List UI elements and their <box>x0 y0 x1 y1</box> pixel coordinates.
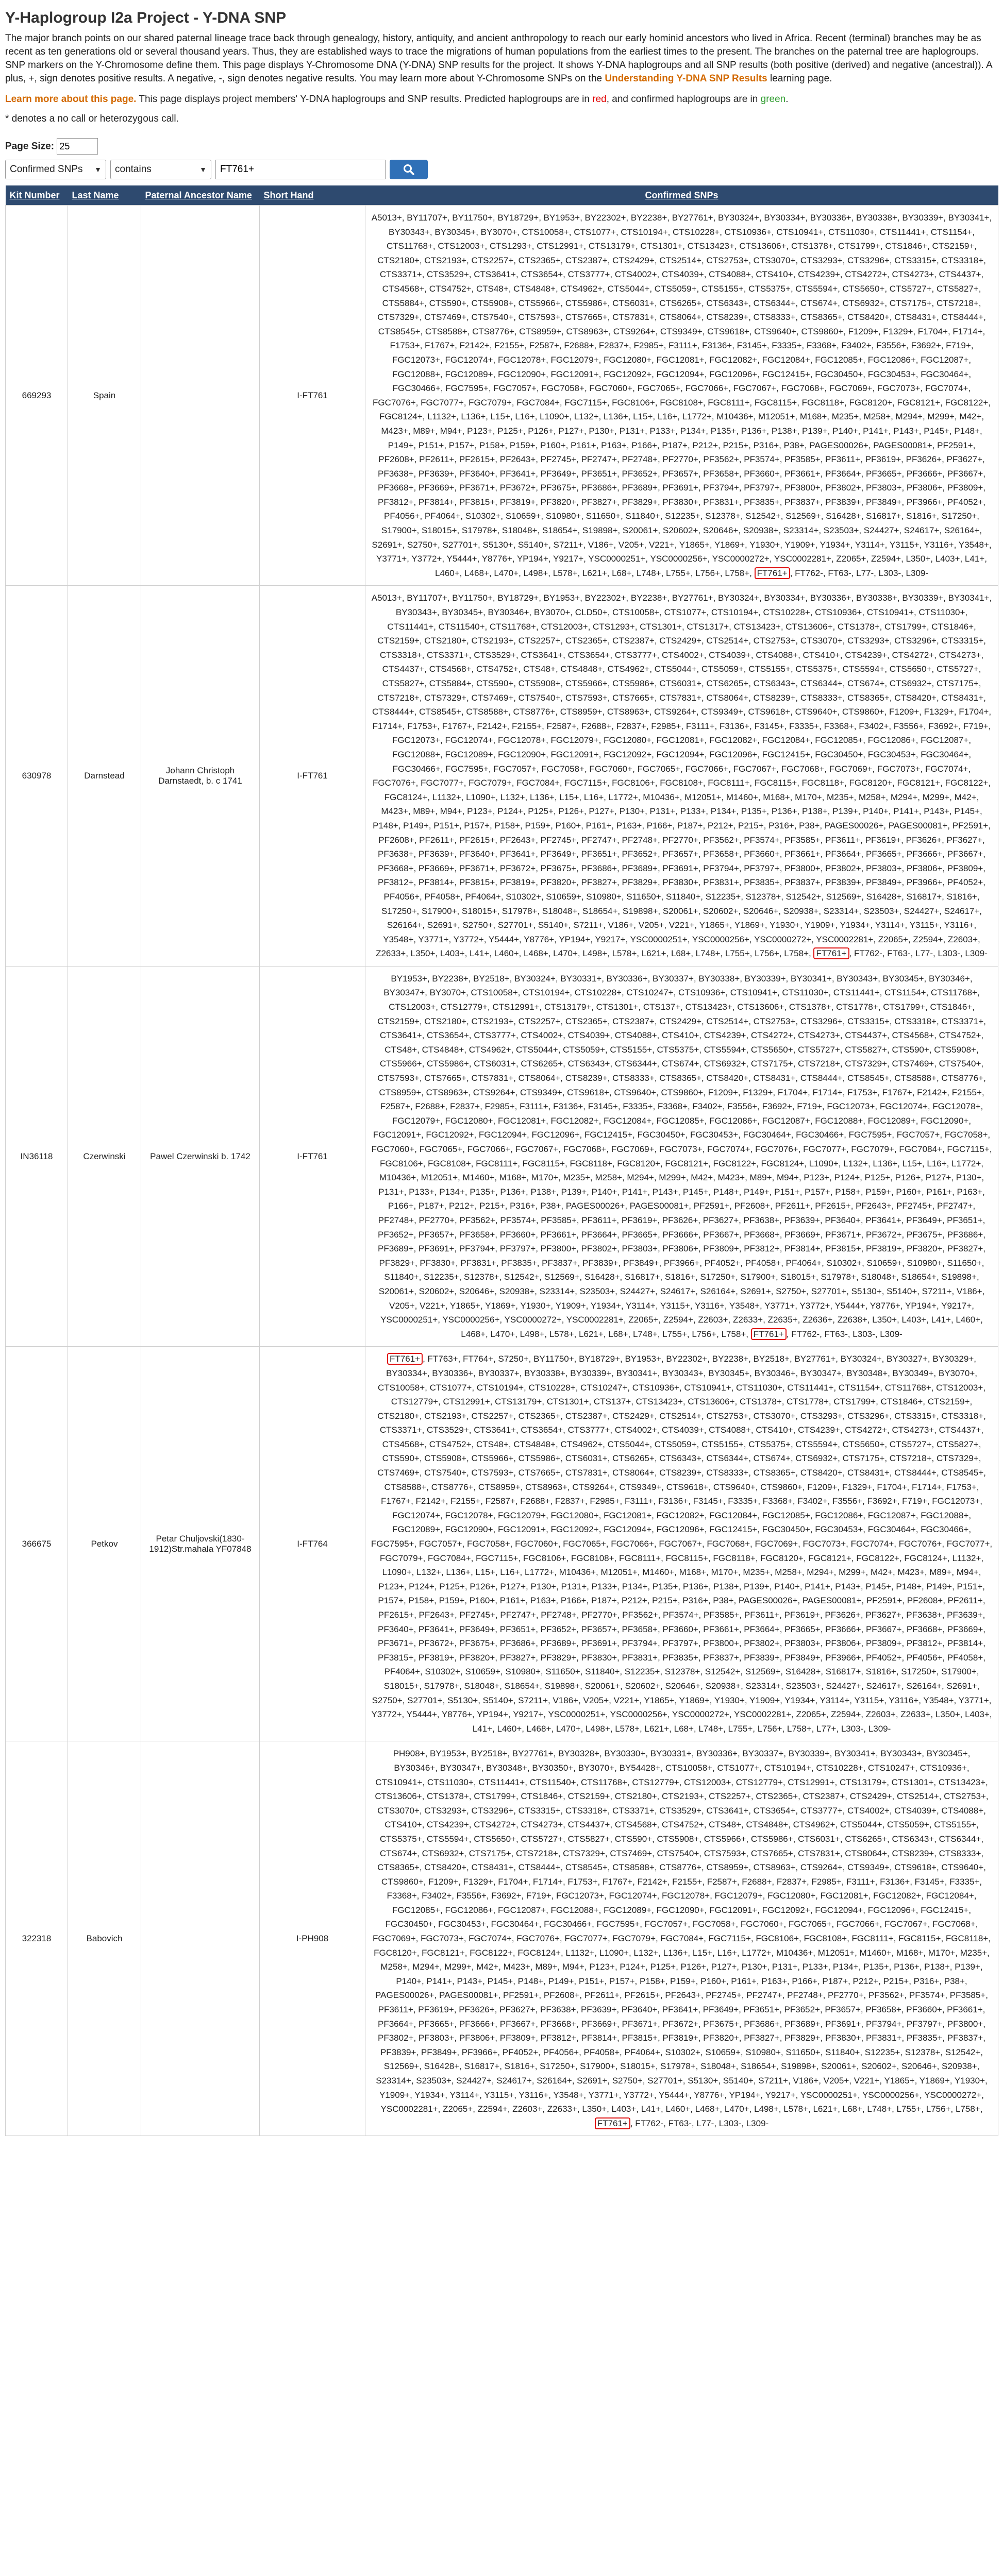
col-kit-number[interactable] <box>6 185 68 206</box>
table-row <box>6 966 998 1346</box>
col-kit-number-link[interactable]: Kit Number <box>9 190 60 200</box>
last-name: Babovich <box>68 1741 141 2136</box>
paternal-ancestor <box>141 206 260 586</box>
paternal-ancestor: Pawel Czerwinski b. 1742 <box>141 966 260 1346</box>
snps-after: , FT762-, FT63-, L77-, L303-, L309- <box>849 948 988 959</box>
snp-highlight: FT761+ <box>813 947 849 959</box>
learn-text-1: This page displays project members' Y-DNA haplogroups and SNP results. Predicted haplogroups are in <box>139 94 590 105</box>
col-confirmed-snps[interactable] <box>365 185 998 206</box>
paternal-ancestor: Petar Chuljovski(1830-1912)Str.mahala YF07848 <box>141 1347 260 1741</box>
intro-end: learning page. <box>770 73 832 84</box>
short-hand: I-FT764 <box>260 1347 365 1741</box>
snps-after: , FT762-, FT63-, L77-, L303-, L309- <box>630 2118 769 2128</box>
confirmed-snps <box>365 966 998 1346</box>
search-button[interactable] <box>390 160 428 179</box>
last-name: Darnstead <box>68 586 141 966</box>
kit-number: 322318 <box>6 1741 68 2136</box>
col-confirmed-snps-link[interactable]: Confirmed SNPs <box>645 190 718 200</box>
page-size-control <box>5 138 998 155</box>
short-hand: I-PH908 <box>260 1741 365 2136</box>
snp-highlight: FT761+ <box>595 2117 630 2129</box>
page-size-label: Page Size: <box>5 141 55 152</box>
learn-red: red <box>592 94 607 105</box>
page-title: Y-Haplogroup I2a Project - Y-DNA SNP <box>5 9 287 26</box>
last-name: Spain <box>68 206 141 586</box>
intro-link[interactable]: Understanding Y-DNA SNP Results <box>605 73 767 84</box>
table-header <box>6 185 998 206</box>
snps-after: , FT762-, FT63-, L77-, L303-, L309- <box>790 568 929 578</box>
confirmed-snps <box>365 586 998 966</box>
snps-before: BY1953+, BY2238+, BY2518+, BY30324+, BY30331+, BY30336+, BY30337+, BY30338+, BY30339+, BY30341+, BY30343+, BY30345+, BY30346+, BY30347+, BY3070+, CTS10058+, CTS10194+, CTS10228+, CTS10247+, CTS10936+, CTS10941+, CTS11030+, CTS11441+, CTS1154+, CTS11768+, CTS12003+, CTS12779+, CTS12991+, CTS13179+, CTS1301+, CTS137+, CTS13423+, CTS13606+, CTS1378+, CTS1778+, CTS1799+, CTS1846+, CTS2159+, CTS2180+, CTS2193+, CTS2257+, CTS2365+, CTS2387+, CTS2429+, CTS2514+, CTS2753+, CTS3296+, CTS3315+, CTS3318+, CTS3371+, CTS3641+, CTS3654+, CTS3777+, CTS4002+, CTS4039+, CTS4088+, CTS410+, CTS4239+, CTS4272+, CTS4273+, CTS4437+, CTS4568+, CTS4752+, CTS48+, CTS4848+, CTS4962+, CTS5044+, CTS5059+, CTS5155+, CTS5375+, CTS5594+, CTS5650+, CTS5727+, CTS5827+, CTS590+, CTS5908+, CTS5966+, CTS5986+, CTS6031+, CTS6265+, CTS6343+, CTS6344+, CTS674+, CTS6932+, CTS7175+, CTS7218+, CTS7329+, CTS7469+, CTS7540+, CTS7593+, CTS7665+, CTS7831+, CTS8064+, CTS8239+, CTS8333+, CTS8365+, CTS8420+, CTS8431+, CTS8444+, CTS8545+, CTS8588+, CTS8776+, CTS8959+, CTS8963+, CTS9264+, CTS9349+, CTS9618+, CTS9640+, CTS9860+, F1209+, F1329+, F1704+, F1714+, F1753+, F1767+, F2142+, F2155+, F2587+, F2688+, F2837+, F2985+, F3111+, F3136+, F3145+, F3335+, F3368+, F3402+, F3556+, F3692+, F719+, FGC12073+, FGC12074+, FGC12078+, FGC12079+, FGC12080+, FGC12081+, FGC12082+, FGC12084+, FGC12085+, FGC12086+, FGC12087+, FGC12088+, FGC12089+, FGC12090+, FGC12091+, FGC12092+, FGC12094+, FGC12096+, FGC12415+, FGC30450+, FGC30453+, FGC30464+, FGC30466+, FGC7595+, FGC7057+, FGC7058+, FGC7060+, FGC7065+, FGC7066+, FGC7067+, FGC7068+, FGC7069+, FGC7073+, FGC7074+, FGC7076+, FGC7077+, FGC7079+, FGC7084+, FGC7115+, FGC8106+, FGC8108+, FGC8111+, FGC8115+, FGC8118+, FGC8120+, FGC8121+, FGC8122+, FGC8124+, L1090+, L132+, L136+, L15+, L16+, L1772+, M10436+, M12051+, M1460+, M168+, M170+, M235+, M258+, M294+, M299+, M42+, M423+, M89+, M94+, P123+, P124+, P125+, P126+, P127+, P130+, P131+, P133+, P134+, P135+, P136+, P138+, P139+, P140+, P141+, P143+, P145+, P148+, P149+, P151+, P157+, P158+, P159+, P160+, P161+, P163+, P166+, P187+, P212+, P215+, P316+, P38+, PAGES00026+, PAGES00081+, PF2591+, PF2608+, PF2611+, PF2615+, PF2643+, PF2745+, PF2747+, PF2748+, PF2770+, PF3562+, PF3574+, PF3585+, PF3611+, PF3619+, PF3626+, PF3627+, PF3638+, PF3639+, PF3640+, PF3641+, PF3649+, PF3651+, PF3652+, PF3657+, PF3658+, PF3660+, PF3661+, PF3664+, PF3665+, PF3666+, PF3667+, PF3668+, PF3669+, PF3671+, PF3672+, PF3675+, PF3686+, PF3689+, PF3691+, PF3794+, PF3797+, PF3800+, PF3802+, PF3803+, PF3806+, PF3809+, PF3812+, PF3814+, PF3815+, PF3819+, PF3820+, PF3827+, PF3829+, PF3830+, PF3831+, PF3835+, PF3837+, PF3839+, PF3849+, PF3966+, PF4052+, PF4058+, PF4064+, S10302+, S10659+, S10980+, S11650+, S11840+, S12235+, S12378+, S12542+, S12569+, S16428+, S16817+, S1816+, S17250+, S17900+, S18015+, S17978+, S18048+, S18654+, S19898+, S20061+, S20602+, S20646+, S20938+, S23314+, S23503+, S24427+, S24617+, S26164+, S2691+, S2750+, S27701+, S5130+, S5140+, S7211+, V186+, V205+, V221+, Y1865+, Y1869+, Y1930+, Y1909+, Y1934+, Y3114+, Y3115+, Y3116+, Y3548+, Y3771+, Y3772+, Y5444+, Y8776+, YP194+, Y9217+, YSC0000251+, YSC0000256+, YSC0000272+, YSC0002281+, Z2065+, Z2594+, Z2603+, Z2633+, Z2635+, Z2636+, Z2638+, L350+, L403+, L41+, L460+, L468+, L470+, L498+, L578+, L621+, L68+, L748+, L755+, L756+, L758+, <box>371 973 992 1339</box>
confirmed-snps <box>365 1741 998 2136</box>
table-row <box>6 1741 998 2136</box>
learn-text-3: . <box>785 94 789 105</box>
col-last-name-link[interactable]: Last Name <box>72 190 119 200</box>
learn-more <box>5 93 998 106</box>
snp-highlight: FT761+ <box>755 567 790 579</box>
search-icon <box>403 164 414 175</box>
table-row <box>6 586 998 966</box>
last-name: Petkov <box>68 1347 141 1741</box>
intro-text <box>5 32 998 86</box>
col-short-hand[interactable] <box>260 185 365 206</box>
no-call-note: * denotes a no call or heterozygous call. <box>5 113 179 124</box>
operator-select-value: contains <box>115 164 152 175</box>
paternal-ancestor: Johann Christoph Darnstaedt, b. c 1741 <box>141 586 260 966</box>
search-input[interactable] <box>215 160 386 179</box>
snps-before: A5013+, BY11707+, BY11750+, BY18729+, BY1953+, BY22302+, BY2238+, BY27761+, BY30324+, BY30334+, BY30336+, BY30338+, BY30339+, BY30341+, BY30343+, BY30345+, BY3070+, CTS10058+, CTS1077+, CTS10194+, CTS10228+, CTS10936+, CTS10941+, CTS11030+, CTS11441+, CTS1154+, CTS11768+, CTS12003+, CTS1293+, CTS12991+, CTS13179+, CTS1301+, CTS13423+, CTS13606+, CTS1378+, CTS1799+, CTS1846+, CTS2159+, CTS2180+, CTS2193+, CTS2257+, CTS2365+, CTS2387+, CTS2429+, CTS2514+, CTS2753+, CTS3070+, CTS3293+, CTS3296+, CTS3315+, CTS3318+, CTS3371+, CTS3529+, CTS3641+, CTS3654+, CTS3777+, CTS4002+, CTS4039+, CTS4088+, CTS410+, CTS4239+, CTS4272+, CTS4273+, CTS4437+, CTS4568+, CTS4752+, CTS48+, CTS4848+, CTS4962+, CTS5044+, CTS5059+, CTS5155+, CTS5375+, CTS5594+, CTS5650+, CTS5727+, CTS5827+, CTS5884+, CTS590+, CTS5908+, CTS5966+, CTS5986+, CTS6031+, CTS6265+, CTS6343+, CTS6344+, CTS674+, CTS6932+, CTS7175+, CTS7218+, CTS7329+, CTS7469+, CTS7540+, CTS7593+, CTS7665+, CTS7831+, CTS8064+, CTS8239+, CTS8333+, CTS8365+, CTS8420+, CTS8431+, CTS8444+, CTS8545+, CTS8588+, CTS8776+, CTS8959+, CTS8963+, CTS9264+, CTS9349+, CTS9618+, CTS9640+, CTS9860+, F1209+, F1329+, F1704+, F1714+, F1753+, F1767+, F2142+, F2155+, F2587+, F2688+, F2837+, F2985+, F3111+, F3136+, F3145+, F3335+, F3368+, F3402+, F3556+, F3692+, F719+, FGC12073+, FGC12074+, FGC12078+, FGC12079+, FGC12080+, FGC12081+, FGC12082+, FGC12084+, FGC12085+, FGC12086+, FGC12087+, FGC12088+, FGC12089+, FGC12090+, FGC12091+, FGC12092+, FGC12094+, FGC12096+, FGC12415+, FGC30450+, FGC30453+, FGC30464+, FGC30466+, FGC7595+, FGC7057+, FGC7058+, FGC7060+, FGC7065+, FGC7066+, FGC7067+, FGC7068+, FGC7069+, FGC7073+, FGC7074+, FGC7076+, FGC7077+, FGC7079+, FGC7084+, FGC7115+, FGC8106+, FGC8108+, FGC8111+, FGC8115+, FGC8118+, FGC8120+, FGC8121+, FGC8122+, FGC8124+, L1132+, L136+, L15+, L16+, L1090+, L132+, L136+, L15+, L16+, L1772+, M10436+, M12051+, M168+, M235+, M258+, M294+, M299+, M42+, M423+, M89+, M94+, P123+, P125+, P126+, P127+, P130+, P131+, P133+, P134+, P135+, P136+, P138+, P139+, P140+, P141+, P143+, P145+, P148+, P149+, P151+, P157+, P158+, P159+, P160+, P161+, P163+, P166+, P187+, P212+, P215+, P316+, P38+, PAGES00026+, PAGES00081+, PF2591+, PF2608+, PF2611+, PF2615+, PF2643+, PF2745+, PF2747+, PF2748+, PF2770+, PF3562+, PF3574+, PF3585+, PF3611+, PF3619+, PF3626+, PF3627+, PF3638+, PF3639+, PF3640+, PF3641+, PF3649+, PF3651+, PF3652+, PF3657+, PF3658+, PF3660+, PF3661+, PF3664+, PF3665+, PF3666+, PF3667+, PF3668+, PF3669+, PF3671+, PF3672+, PF3675+, PF3686+, PF3689+, PF3691+, PF3794+, PF3797+, PF3800+, PF3802+, PF3803+, PF3806+, PF3809+, PF3812+, PF3814+, PF3815+, PF3819+, PF3820+, PF3827+, PF3829+, PF3830+, PF3831+, PF3835+, PF3837+, PF3839+, PF3849+, PF3966+, PF4052+, PF4056+, PF4064+, S10302+, S10659+, S10980+, S11650+, S11840+, S12235+, S12378+, S12542+, S12569+, S16428+, S16817+, S1816+, S17250+, S17900+, S18015+, S17978+, S18048+, S18654+, S19898+, S20061+, S20602+, S20646+, S20938+, S23314+, S23503+, S24427+, S24617+, S26164+, S2691+, S2750+, S27701+, S5130+, S5140+, S7211+, V186+, V205+, V221+, Y1865+, Y1869+, Y1930+, Y1909+, Y1934+, Y3114+, Y3115+, Y3116+, Y3548+, Y3771+, Y3772+, Y5444+, Y8776+, YP194+, Y9217+, YSC0000251+, YSC0000256+, YSC0000272+, YSC0002281+, Z2065+, Z2594+, L350+, L403+, L41+, L460+, L468+, L470+, L498+, L578+, L621+, L68+, L748+, L755+, L756+, L758+, <box>371 213 992 578</box>
kit-number: 366675 <box>6 1347 68 1741</box>
table-row <box>6 1347 998 1741</box>
snps-before: A5013+, BY11707+, BY11750+, BY18729+, BY1953+, BY22302+, BY2238+, BY27761+, BY30324+, BY30334+, BY30336+, BY30338+, BY30339+, BY30341+, BY30343+, BY30345+, BY30346+, BY3070+, CLD50+, CTS10058+, CTS1077+, CTS10194+, CTS10228+, CTS10936+, CTS10941+, CTS11030+, CTS11441+, CTS11540+, CTS11768+, CTS12003+, CTS1293+, CTS1301+, CTS1317+, CTS13423+, CTS13606+, CTS1378+, CTS1799+, CTS1846+, CTS2159+, CTS2180+, CTS2193+, CTS2257+, CTS2365+, CTS2387+, CTS2429+, CTS2514+, CTS2753+, CTS3070+, CTS3293+, CTS3296+, CTS3315+, CTS3318+, CTS3371+, CTS3529+, CTS3641+, CTS3654+, CTS3777+, CTS4002+, CTS4039+, CTS4088+, CTS410+, CTS4239+, CTS4272+, CTS4273+, CTS4437+, CTS4568+, CTS4752+, CTS48+, CTS4848+, CTS4962+, CTS5044+, CTS5059+, CTS5155+, CTS5375+, CTS5594+, CTS5650+, CTS5727+, CTS5827+, CTS5884+, CTS590+, CTS5908+, CTS5966+, CTS5986+, CTS6031+, CTS6265+, CTS6343+, CTS6344+, CTS674+, CTS6932+, CTS7175+, CTS7218+, CTS7329+, CTS7469+, CTS7540+, CTS7593+, CTS7665+, CTS7831+, CTS8064+, CTS8239+, CTS8333+, CTS8365+, CTS8420+, CTS8431+, CTS8444+, CTS8545+, CTS8588+, CTS8776+, CTS8959+, CTS8963+, CTS9264+, CTS9349+, CTS9618+, CTS9640+, CTS9860+, F1209+, F1329+, F1704+, F1714+, F1753+, F1767+, F2142+, F2155+, F2587+, F2688+, F2837+, F2985+, F3111+, F3136+, F3145+, F3335+, F3368+, F3402+, F3556+, F3692+, F719+, FGC12073+, FGC12074+, FGC12078+, FGC12079+, FGC12080+, FGC12081+, FGC12082+, FGC12084+, FGC12085+, FGC12086+, FGC12087+, FGC12088+, FGC12089+, FGC12090+, FGC12091+, FGC12092+, FGC12094+, FGC12096+, FGC12415+, FGC30450+, FGC30453+, FGC30464+, FGC30466+, FGC7595+, FGC7057+, FGC7058+, FGC7060+, FGC7065+, FGC7066+, FGC7067+, FGC7068+, FGC7069+, FGC7073+, FGC7074+, FGC7076+, FGC7077+, FGC7079+, FGC7084+, FGC7115+, FGC8106+, FGC8108+, FGC8111+, FGC8115+, FGC8118+, FGC8120+, FGC8121+, FGC8122+, FGC8124+, L1132+, L1090+, L132+, L136+, L15+, L16+, L1772+, M10436+, M12051+, M1460+, M168+, M170+, M235+, M258+, M294+, M299+, M42+, M423+, M89+, M94+, P123+, P124+, P125+, P126+, P127+, P130+, P131+, P133+, P134+, P135+, P136+, P138+, P139+, P140+, P141+, P143+, P145+, P148+, P149+, P151+, P157+, P158+, P159+, P160+, P161+, P163+, P166+, P187+, P212+, P215+, P316+, P38+, PAGES00026+, PAGES00081+, PF2591+, PF2608+, PF2611+, PF2615+, PF2643+, PF2745+, PF2747+, PF2748+, PF2770+, PF3562+, PF3574+, PF3585+, PF3611+, PF3619+, PF3626+, PF3627+, PF3638+, PF3639+, PF3640+, PF3641+, PF3649+, PF3651+, PF3652+, PF3657+, PF3658+, PF3660+, PF3661+, PF3664+, PF3665+, PF3666+, PF3667+, PF3668+, PF3669+, PF3671+, PF3672+, PF3675+, PF3686+, PF3689+, PF3691+, PF3794+, PF3797+, PF3800+, PF3802+, PF3803+, PF3806+, PF3809+, PF3812+, PF3814+, PF3815+, PF3819+, PF3820+, PF3827+, PF3829+, PF3830+, PF3831+, PF3835+, PF3837+, PF3839+, PF3849+, PF3966+, PF4052+, PF4056+, PF4058+, PF4064+, S10302+, S10659+, S10980+, S11650+, S11840+, S12235+, S12378+, S12542+, S12569+, S16428+, S16817+, S1816+, S17250+, S17900+, S18015+, S17978+, S18048+, S18654+, S19898+, S20061+, S20602+, S20646+, S20938+, S23314+, S23503+, S24427+, S24617+, S26164+, S2691+, S2750+, S27701+, S5140+, S7211+, V186+, V205+, V221+, Y1865+, Y1869+, Y1930+, Y1909+, Y1934+, Y3114+, Y3115+, Y3116+, Y3548+, Y3771+, Y3772+, Y5444+, Y8776+, YP194+, Y9217+, YSC0000251+, YSC0000256+, YSC0000272+, YSC0002281+, Z2065+, Z2594+, Z2603+, Z2633+, L350+, L403+, L41+, L460+, L468+, L470+, L498+, L578+, L621+, L68+, L748+, L755+, L756+, L758+, <box>371 593 992 959</box>
snp-results-table <box>5 185 998 2136</box>
operator-select[interactable] <box>110 160 211 179</box>
page-size-input[interactable] <box>57 138 98 155</box>
snp-highlight: FT761+ <box>387 1353 423 1365</box>
snp-highlight: FT761+ <box>751 1328 787 1340</box>
learn-green: green <box>760 94 786 105</box>
snps-after: , FT763+, FT764+, S7250+, BY11750+, BY18729+, BY1953+, BY22302+, BY2238+, BY2518+, BY27761+, BY30324+, BY30327+, BY30329+, BY30334+, BY30336+, BY30337+, BY30338+, BY30339+, BY30341+, BY30343+, BY30345+, BY30346+, BY30347+, BY30348+, BY30349+, BY3070+, CTS10058+, CTS1077+, CTS10194+, CTS10228+, CTS10247+, CTS10936+, CTS10941+, CTS11030+, CTS11441+, CTS1154+, CTS11768+, CTS12003+, CTS12779+, CTS12991+, CTS13179+, CTS1301+, CTS137+, CTS13423+, CTS13606+, CTS1378+, CTS1778+, CTS1799+, CTS1846+, CTS2159+, CTS2180+, CTS2193+, CTS2257+, CTS2365+, CTS2387+, CTS2429+, CTS2514+, CTS2753+, CTS3070+, CTS3293+, CTS3296+, CTS3315+, CTS3318+, CTS3371+, CTS3529+, CTS3641+, CTS3654+, CTS3777+, CTS4002+, CTS4039+, CTS4088+, CTS410+, CTS4239+, CTS4272+, CTS4273+, CTS4437+, CTS4568+, CTS4752+, CTS48+, CTS4848+, CTS4962+, CTS5044+, CTS5059+, CTS5155+, CTS5375+, CTS5594+, CTS5650+, CTS5727+, CTS5827+, CTS590+, CTS5908+, CTS5966+, CTS5986+, CTS6031+, CTS6265+, CTS6343+, CTS6344+, CTS674+, CTS6932+, CTS7175+, CTS7218+, CTS7329+, CTS7469+, CTS7540+, CTS7593+, CTS7665+, CTS7831+, CTS8064+, CTS8239+, CTS8333+, CTS8365+, CTS8420+, CTS8431+, CTS8444+, CTS8545+, CTS8588+, CTS8776+, CTS8959+, CTS8963+, CTS9264+, CTS9349+, CTS9618+, CTS9640+, CTS9860+, F1209+, F1329+, F1704+, F1714+, F1753+, F1767+, F2142+, F2155+, F2587+, F2688+, F2837+, F2985+, F3111+, F3136+, F3145+, F3335+, F3368+, F3402+, F3556+, F3692+, F719+, FGC12073+, FGC12074+, FGC12078+, FGC12079+, FGC12080+, FGC12081+, FGC12082+, FGC12084+, FGC12085+, FGC12086+, FGC12087+, FGC12088+, FGC12089+, FGC12090+, FGC12091+, FGC12092+, FGC12094+, FGC12096+, FGC12415+, FGC30450+, FGC30453+, FGC30464+, FGC30466+, FGC7595+, FGC7057+, FGC7058+, FGC7060+, FGC7065+, FGC7066+, FGC7067+, FGC7068+, FGC7069+, FGC7073+, FGC7074+, FGC7076+, FGC7077+, FGC7079+, FGC7084+, FGC7115+, FGC8106+, FGC8108+, FGC8111+, FGC8115+, FGC8118+, FGC8120+, FGC8121+, FGC8122+, FGC8124+, L1132+, L1090+, L132+, L136+, L15+, L16+, L1772+, M10436+, M12051+, M1460+, M168+, M170+, M235+, M258+, M294+, M299+, M42+, M423+, M89+, M94+, P123+, P124+, P125+, P126+, P127+, P130+, P131+, P133+, P134+, P135+, P136+, P138+, P139+, P140+, P141+, P143+, P145+, P148+, P149+, P151+, P157+, P158+, P159+, P160+, P161+, P163+, P166+, P187+, P212+, P215+, P316+, P38+, PAGES00026+, PAGES00081+, PF2591+, PF2608+, PF2611+, PF2615+, PF2643+, PF2745+, PF2747+, PF2748+, PF2770+, PF3562+, PF3574+, PF3585+, PF3611+, PF3619+, PF3626+, PF3627+, PF3638+, PF3639+, PF3640+, PF3641+, PF3649+, PF3651+, PF3652+, PF3657+, PF3658+, PF3660+, PF3661+, PF3664+, PF3665+, PF3666+, PF3667+, PF3668+, PF3669+, PF3671+, PF3672+, PF3675+, PF3686+, PF3689+, PF3691+, PF3794+, PF3797+, PF3800+, PF3802+, PF3803+, PF3806+, PF3809+, PF3812+, PF3814+, PF3815+, PF3819+, PF3820+, PF3827+, PF3829+, PF3830+, PF3831+, PF3835+, PF3837+, PF3839+, PF3849+, PF3966+, PF4052+, PF4056+, PF4058+, PF4064+, S10302+, S10659+, S10980+, S11650+, S11840+, S12235+, S12378+, S12542+, S12569+, S16428+, S16817+, S1816+, S17250+, S17900+, S18015+, S17978+, S18048+, S18654+, S19898+, S20061+, S20602+, S20646+, S20938+, S23314+, S23503+, S24427+, S24617+, S26164+, S2691+, S2750+, S27701+, S5130+, S5140+, S7211+, V186+, V205+, V221+, Y1865+, Y1869+, Y1930+, Y1909+, Y1934+, Y3114+, Y3115+, Y3116+, Y3548+, Y3771+, Y3772+, Y5444+, Y8776+, YP194+, Y9217+, YSC0000251+, YSC0000256+, YSC0000272+, YSC0002281+, Z2065+, Z2594+, Z2603+, Z2633+, L350+, L403+, L41+, L460+, L468+, L470+, L498+, L578+, L621+, L68+, L748+, L755+, L756+, L758+, L77+, L303-, L309- <box>371 1354 993 1734</box>
learn-more-link[interactable]: Learn more about this page. <box>5 94 137 105</box>
confirmed-snps <box>365 206 998 586</box>
short-hand: I-FT761 <box>260 206 365 586</box>
col-paternal-ancestor[interactable] <box>141 185 260 206</box>
page <box>0 9 1003 2136</box>
short-hand: I-FT761 <box>260 586 365 966</box>
kit-number: 669293 <box>6 206 68 586</box>
field-select-value: Confirmed SNPs <box>10 164 83 175</box>
table-row <box>6 206 998 586</box>
kit-number: IN36118 <box>6 966 68 1346</box>
paternal-ancestor <box>141 1741 260 2136</box>
intro-body: The major branch points on our shared paternal lineage trace back through genealogy, history, antiquity, and ancient anthropology to reach our early hominid ancestors who lived in Africa. Recent (terminal) branches may be as recent as ten generations old or several thousand years. Thus, they are established ways to trace the migrations of human populations from the earliest times to the present. The branches on the paternal tree are haplogroups. SNP markers on the Y-Chromosome define them. This page displays Y-Chromosome DNA (Y-DNA) SNP results for the project. It shows Y-DNA haplogroups and all SNP results (both positive (derived) and negative (ancestral)). A plus, +, sign denotes positive results. A negative, -, sign denotes negative results. You may learn more about Y-Chromosome SNPs on the <box>5 33 992 84</box>
chevron-down-icon: ▼ <box>199 165 207 174</box>
col-short-hand-link[interactable]: Short Hand <box>263 190 314 200</box>
confirmed-snps <box>365 1347 998 1741</box>
kit-number: 630978 <box>6 586 68 966</box>
field-select[interactable] <box>5 160 106 179</box>
short-hand: I-FT761 <box>260 966 365 1346</box>
col-last-name[interactable] <box>68 185 141 206</box>
last-name: Czerwinski <box>68 966 141 1346</box>
snps-before: PH908+, BY1953+, BY2518+, BY27761+, BY30328+, BY30330+, BY30331+, BY30336+, BY30337+, BY30339+, BY30341+, BY30343+, BY30345+, BY30346+, BY30347+, BY30348+, BY30350+, BY3070+, BY54428+, CTS10058+, CTS1077+, CTS10194+, CTS10228+, CTS10247+, CTS10936+, CTS10941+, CTS11030+, CTS11441+, CTS11540+, CTS11768+, CTS12779+, CTS12003+, CTS12779+, CTS12991+, CTS13179+, CTS1301+, CTS13423+, CTS13606+, CTS1378+, CTS1799+, CTS1846+, CTS2159+, CTS2180+, CTS2193+, CTS2257+, CTS2365+, CTS2387+, CTS2429+, CTS2514+, CTS2753+, CTS3070+, CTS3293+, CTS3296+, CTS3315+, CTS3318+, CTS3371+, CTS3529+, CTS3641+, CTS3654+, CTS3777+, CTS4002+, CTS4039+, CTS4088+, CTS410+, CTS4239+, CTS4272+, CTS4273+, CTS4437+, CTS4568+, CTS4752+, CTS48+, CTS4848+, CTS4962+, CTS5044+, CTS5059+, CTS5155+, CTS5375+, CTS5594+, CTS5650+, CTS5727+, CTS5827+, CTS590+, CTS5908+, CTS5966+, CTS5986+, CTS6031+, CTS6265+, CTS6343+, CTS6344+, CTS674+, CTS6932+, CTS7175+, CTS7218+, CTS7329+, CTS7469+, CTS7540+, CTS7593+, CTS7665+, CTS7831+, CTS8064+, CTS8239+, CTS8333+, CTS8365+, CTS8420+, CTS8431+, CTS8444+, CTS8545+, CTS8588+, CTS8776+, CTS8959+, CTS8963+, CTS9264+, CTS9349+, CTS9618+, CTS9640+, CTS9860+, F1209+, F1329+, F1704+, F1714+, F1753+, F1767+, F2142+, F2155+, F2587+, F2688+, F2837+, F2985+, F3111+, F3136+, F3145+, F3335+, F3368+, F3402+, F3556+, F3692+, F719+, FGC12073+, FGC12074+, FGC12078+, FGC12079+, FGC12080+, FGC12081+, FGC12082+, FGC12084+, FGC12085+, FGC12086+, FGC12087+, FGC12088+, FGC12089+, FGC12090+, FGC12091+, FGC12092+, FGC12094+, FGC12096+, FGC12415+, FGC30450+, FGC30453+, FGC30464+, FGC30466+, FGC7595+, FGC7057+, FGC7058+, FGC7060+, FGC7065+, FGC7066+, FGC7067+, FGC7068+, FGC7069+, FGC7073+, FGC7074+, FGC7076+, FGC7077+, FGC7079+, FGC7084+, FGC7115+, FGC8106+, FGC8108+, FGC8111+, FGC8115+, FGC8118+, FGC8120+, FGC8121+, FGC8122+, FGC8124+, L1132+, L1090+, L132+, L136+, L15+, L16+, L1772+, M10436+, M12051+, M1460+, M168+, M170+, M235+, M258+, M294+, M299+, M42+, M423+, M89+, M94+, P123+, P124+, P125+, P126+, P127+, P130+, P131+, P133+, P134+, P135+, P136+, P138+, P139+, P140+, P141+, P143+, P145+, P148+, P149+, P151+, P157+, P158+, P159+, P160+, P161+, P163+, P166+, P187+, P212+, P215+, P316+, P38+, PAGES00026+, PAGES00081+, PF2591+, PF2608+, PF2611+, PF2615+, PF2643+, PF2745+, PF2747+, PF2748+, PF2770+, PF3562+, PF3574+, PF3585+, PF3611+, PF3619+, PF3626+, PF3627+, PF3638+, PF3639+, PF3640+, PF3641+, PF3649+, PF3651+, PF3652+, PF3657+, PF3658+, PF3660+, PF3661+, PF3664+, PF3665+, PF3666+, PF3667+, PF3668+, PF3669+, PF3671+, PF3672+, PF3675+, PF3686+, PF3689+, PF3691+, PF3794+, PF3797+, PF3800+, PF3802+, PF3803+, PF3806+, PF3809+, PF3812+, PF3814+, PF3815+, PF3819+, PF3820+, PF3827+, PF3829+, PF3830+, PF3831+, PF3835+, PF3837+, PF3839+, PF3849+, PF3966+, PF4052+, PF4056+, PF4058+, PF4064+, S10302+, S10659+, S10980+, S11650+, S11840+, S12235+, S12378+, S12542+, S12569+, S16428+, S16817+, S1816+, S17250+, S17900+, S18015+, S17978+, S18048+, S18654+, S19898+, S20061+, S20602+, S20646+, S20938+, S23314+, S23503+, S24427+, S24617+, S26164+, S2691+, S2750+, S27701+, S5130+, S5140+, S7211+, V186+, V205+, V221+, Y1865+, Y1869+, Y1930+, Y1909+, Y1934+, Y3114+, Y3115+, Y3116+, Y3548+, Y3771+, Y3772+, Y5444+, Y8776+, YP194+, Y9217+, YSC0000251+, YSC0000256+, YSC0000272+, YSC0002281+, Z2065+, Z2594+, Z2603+, Z2633+, L350+, L403+, L41+, L460+, L468+, L470+, L498+, L578+, L621+, L68+, L748+, L755+, L756+, L758+, <box>373 1749 991 2114</box>
chevron-down-icon: ▼ <box>94 165 102 174</box>
snps-after: , FT762-, FT63-, L303-, L309- <box>786 1329 902 1339</box>
learn-text-2: , and confirmed haplogroups are in <box>606 94 758 105</box>
filter-bar <box>5 160 998 179</box>
col-paternal-ancestor-link[interactable]: Paternal Ancestor Name <box>145 190 252 200</box>
